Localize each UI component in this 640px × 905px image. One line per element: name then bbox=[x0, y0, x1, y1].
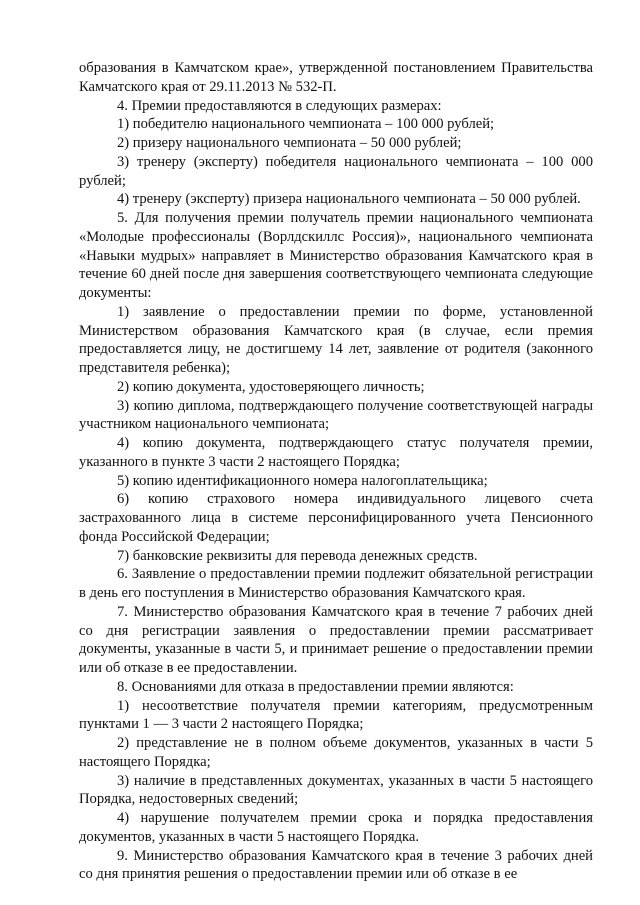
paragraph: 2) копию документа, удостоверяющего личность; bbox=[117, 378, 425, 395]
paragraph: 5) копию идентификационного номера налогоплательщика; bbox=[117, 472, 488, 489]
paragraph: 4. Премии предоставляются в следующих размерах: bbox=[117, 97, 442, 114]
document-body bbox=[79, 59, 593, 884]
paragraph: 2) представление не в полном объеме документов, указанных в части 5 настоящего Порядка; bbox=[79, 735, 593, 770]
paragraph: 1) победителю национального чемпионата – 100 000 рублей; bbox=[117, 116, 495, 133]
paragraph: 3) копию диплома, подтверждающего получение соответствующей награды участником национального чемпионата; bbox=[79, 397, 593, 433]
paragraph: 7. Министерство образования Камчатского края в течение 7 рабочих дней со дня регистрации заявления о предоставлении премии рассматривает документы, указанные в части 5, и принимает решение о предоставлении премии или об отказе в ее предоставлении. bbox=[79, 603, 593, 676]
paragraph: 4) нарушение получателем премии срока и порядка предоставления документов, указанных в части 5 настоящего Порядка. bbox=[79, 810, 593, 845]
paragraph: образования в Камчатском крае», утвержденной постановлением Правительства Камчатского края от 29.11.2013 № 532-П. bbox=[79, 60, 593, 95]
paragraph: 4) копию документа, подтверждающего статус получателя премии, указанного в пункте 3 части 2 настоящего Порядка; bbox=[79, 435, 593, 470]
paragraph: 5. Для получения премии получатель премии национального чемпионата «Молодые профессионалы (Ворлдскиллс Россия)», национального чемпионата «Навыки мудрых» направляет в Министерство образования Камчатского края в течение 60 дней после дня завершения соответствующего чемпионата следующие документы: bbox=[79, 210, 593, 301]
paragraph: 9. Министерство образования Камчатского края в течение 3 рабочих дней со дня принятия решения о предоставлении премии или об отказе в ее bbox=[79, 847, 593, 883]
paragraph: 6. Заявление о предоставлении премии подлежит обязательной регистрации в день его поступления в Министерство образования Камчатского края. bbox=[79, 566, 593, 601]
paragraph: 6) копию страхового номера индивидуального лицевого счета застрахованного лица в системе персонифицированного учета Пенсионного фонда Российской Федерации; bbox=[79, 491, 593, 545]
paragraph: 3) тренеру (эксперту) победителя национального чемпионата – 100 000 рублей; bbox=[79, 153, 593, 189]
paragraph: 2) призеру национального чемпионата – 50 000 рублей; bbox=[117, 135, 462, 151]
paragraph: 1) заявление о предоставлении премии по форме, установленной Министерством образования Камчатского края (в случае, если премия предоставляется лицу, не достигшему 14 лет, заявление от родителя (законного представителя ребенка); bbox=[79, 303, 593, 376]
paragraph: 8. Основаниями для отказа в предоставлении премии являются: bbox=[117, 678, 514, 695]
paragraph: 3) наличие в представленных документах, указанных в части 5 настоящего Порядка, недостоверных сведений; bbox=[79, 772, 593, 808]
paragraph: 4) тренеру (эксперту) призера национального чемпионата – 50 000 рублей. bbox=[117, 191, 581, 208]
paragraph: 1) несоответствие получателя премии категориям, предусмотренным пунктами 1 — 3 части 2 настоящего Порядка; bbox=[79, 697, 593, 733]
paragraph: 7) банковские реквизиты для перевода денежных средств. bbox=[117, 547, 478, 564]
